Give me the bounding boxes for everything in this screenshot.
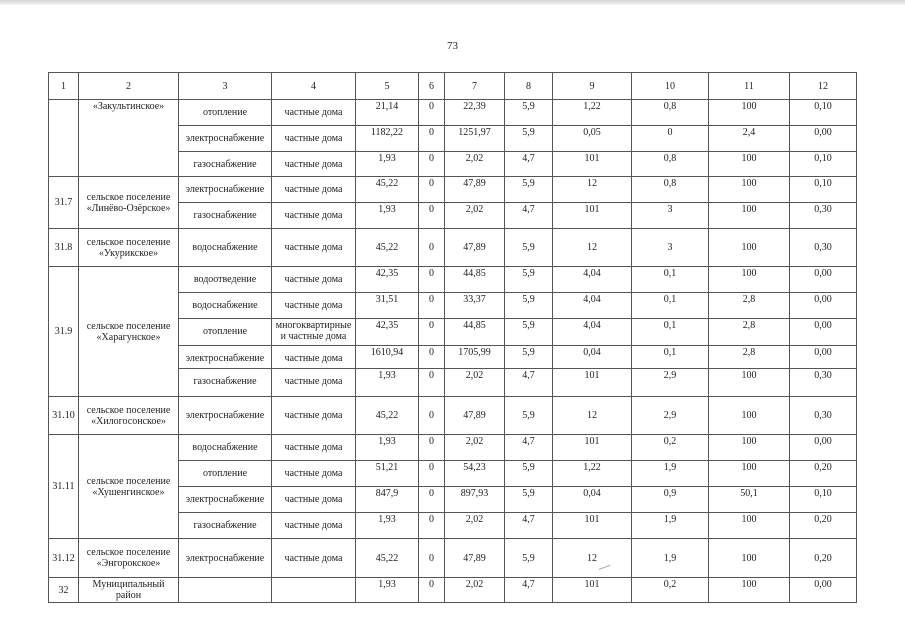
row-number: 31.10: [49, 397, 79, 435]
value-cell: 0,04: [553, 487, 632, 513]
value-cell: 100: [709, 461, 790, 487]
housing-type: многоквартирные и частные дома: [272, 319, 356, 346]
value-cell: 2,02: [445, 578, 505, 603]
column-header: 3: [179, 73, 272, 100]
housing-type: частные дома: [272, 346, 356, 369]
settlement-name: сельское поселение «Хушенгинское»: [79, 435, 179, 539]
settlement-name: сельское поселение «Укурикское»: [79, 229, 179, 267]
value-cell: 0,8: [632, 100, 709, 126]
value-cell: 1,93: [356, 578, 419, 603]
value-cell: 0: [419, 293, 445, 319]
value-cell: 5,9: [505, 267, 553, 293]
value-cell: 1,22: [553, 100, 632, 126]
value-cell: 5,9: [505, 177, 553, 203]
value-cell: 4,04: [553, 267, 632, 293]
housing-type: частные дома: [272, 100, 356, 126]
housing-type: частные дома: [272, 152, 356, 177]
service-type: водоотведение: [179, 267, 272, 293]
value-cell: 45,22: [356, 539, 419, 578]
housing-type: частные дома: [272, 487, 356, 513]
value-cell: 101: [553, 513, 632, 539]
value-cell: 0,00: [790, 346, 857, 369]
value-cell: 2,02: [445, 203, 505, 229]
settlement-name: сельское поселение «Харагунское»: [79, 267, 179, 397]
value-cell: 1705,99: [445, 346, 505, 369]
housing-type: частные дома: [272, 229, 356, 267]
value-cell: 0: [632, 126, 709, 152]
value-cell: 1,93: [356, 435, 419, 461]
value-cell: 0: [419, 100, 445, 126]
value-cell: 45,22: [356, 397, 419, 435]
value-cell: 0: [419, 229, 445, 267]
value-cell: 12: [553, 539, 632, 578]
value-cell: 1182,22: [356, 126, 419, 152]
settlement-name: сельское поселение «Энгорокское»: [79, 539, 179, 578]
value-cell: 0,00: [790, 578, 857, 603]
row-number: [49, 100, 79, 177]
value-cell: 0,00: [790, 435, 857, 461]
value-cell: 0,30: [790, 369, 857, 397]
value-cell: 1251,97: [445, 126, 505, 152]
column-header: 12: [790, 73, 857, 100]
value-cell: 0: [419, 369, 445, 397]
value-cell: 100: [709, 267, 790, 293]
value-cell: 100: [709, 513, 790, 539]
value-cell: 4,04: [553, 293, 632, 319]
value-cell: 0: [419, 126, 445, 152]
value-cell: 47,89: [445, 397, 505, 435]
value-cell: 4,7: [505, 203, 553, 229]
service-type: отопление: [179, 319, 272, 346]
value-cell: 44,85: [445, 267, 505, 293]
value-cell: 0,10: [790, 487, 857, 513]
value-cell: 4,7: [505, 513, 553, 539]
value-cell: 101: [553, 369, 632, 397]
value-cell: 45,22: [356, 177, 419, 203]
value-cell: 1,9: [632, 539, 709, 578]
header-row: [49, 73, 857, 100]
housing-type: частные дома: [272, 203, 356, 229]
service-type: электроснабжение: [179, 487, 272, 513]
table-row: [49, 229, 857, 267]
value-cell: 2,02: [445, 152, 505, 177]
column-header: 5: [356, 73, 419, 100]
value-cell: 47,89: [445, 177, 505, 203]
table-row: [49, 177, 857, 203]
value-cell: 101: [553, 203, 632, 229]
value-cell: 51,21: [356, 461, 419, 487]
value-cell: 0,2: [632, 435, 709, 461]
value-cell: 2,02: [445, 435, 505, 461]
column-header: 11: [709, 73, 790, 100]
value-cell: 101: [553, 435, 632, 461]
value-cell: 31,51: [356, 293, 419, 319]
column-header: 2: [79, 73, 179, 100]
service-type: отопление: [179, 100, 272, 126]
service-type: водоснабжение: [179, 229, 272, 267]
value-cell: 4,7: [505, 369, 553, 397]
value-cell: 5,9: [505, 539, 553, 578]
settlement-name: Муниципальный район: [79, 578, 179, 603]
value-cell: 0: [419, 267, 445, 293]
value-cell: 0: [419, 539, 445, 578]
service-type: газоснабжение: [179, 513, 272, 539]
value-cell: 100: [709, 435, 790, 461]
value-cell: 100: [709, 397, 790, 435]
service-type: газоснабжение: [179, 369, 272, 397]
value-cell: 4,7: [505, 435, 553, 461]
settlement-name: «Закультинское»: [79, 100, 179, 177]
value-cell: 44,85: [445, 319, 505, 346]
value-cell: 100: [709, 578, 790, 603]
housing-type: частные дома: [272, 539, 356, 578]
value-cell: 45,22: [356, 229, 419, 267]
value-cell: 1,93: [356, 513, 419, 539]
value-cell: 0,1: [632, 267, 709, 293]
row-number: 31.9: [49, 267, 79, 397]
value-cell: 3: [632, 229, 709, 267]
value-cell: 1,93: [356, 203, 419, 229]
housing-type: частные дома: [272, 397, 356, 435]
column-header: 6: [419, 73, 445, 100]
column-header: 9: [553, 73, 632, 100]
value-cell: 101: [553, 152, 632, 177]
table-row: [49, 100, 857, 126]
value-cell: 0: [419, 203, 445, 229]
value-cell: 100: [709, 203, 790, 229]
value-cell: 0: [419, 397, 445, 435]
value-cell: 33,37: [445, 293, 505, 319]
value-cell: 0,20: [790, 513, 857, 539]
value-cell: 1610,94: [356, 346, 419, 369]
settlement-name: сельское поселение «Линёво-Озёрское»: [79, 177, 179, 229]
value-cell: 3: [632, 203, 709, 229]
service-type: газоснабжение: [179, 203, 272, 229]
value-cell: 2,8: [709, 319, 790, 346]
value-cell: 0,30: [790, 203, 857, 229]
value-cell: 0: [419, 319, 445, 346]
value-cell: 2,9: [632, 369, 709, 397]
value-cell: 12: [553, 229, 632, 267]
value-cell: 0,10: [790, 100, 857, 126]
value-cell: 0,00: [790, 267, 857, 293]
service-type: водоснабжение: [179, 435, 272, 461]
value-cell: 47,89: [445, 539, 505, 578]
value-cell: 2,4: [709, 126, 790, 152]
table-row: [49, 267, 857, 293]
column-header: 1: [49, 73, 79, 100]
service-type: отопление: [179, 461, 272, 487]
table-row: [49, 578, 857, 603]
value-cell: 0,20: [790, 461, 857, 487]
housing-type: частные дома: [272, 369, 356, 397]
value-cell: 0,1: [632, 319, 709, 346]
housing-type: частные дома: [272, 461, 356, 487]
service-type: [179, 578, 272, 603]
row-number: 31.8: [49, 229, 79, 267]
value-cell: 0,05: [553, 126, 632, 152]
service-type: электроснабжение: [179, 539, 272, 578]
value-cell: 0: [419, 461, 445, 487]
value-cell: 12: [553, 397, 632, 435]
value-cell: 22,39: [445, 100, 505, 126]
value-cell: 4,7: [505, 152, 553, 177]
tariff-table: [48, 72, 857, 603]
value-cell: 0,1: [632, 293, 709, 319]
value-cell: 5,9: [505, 229, 553, 267]
value-cell: 1,9: [632, 461, 709, 487]
value-cell: 0: [419, 513, 445, 539]
value-cell: 2,02: [445, 369, 505, 397]
row-number: 31.11: [49, 435, 79, 539]
value-cell: 0,04: [553, 346, 632, 369]
value-cell: 0,00: [790, 126, 857, 152]
value-cell: 5,9: [505, 397, 553, 435]
table-row: [49, 435, 857, 461]
value-cell: 2,02: [445, 513, 505, 539]
value-cell: 0,9: [632, 487, 709, 513]
housing-type: [272, 578, 356, 603]
value-cell: 0,30: [790, 229, 857, 267]
value-cell: 0: [419, 578, 445, 603]
value-cell: 100: [709, 177, 790, 203]
column-header: 7: [445, 73, 505, 100]
column-header: 4: [272, 73, 356, 100]
value-cell: 5,9: [505, 126, 553, 152]
value-cell: 42,35: [356, 267, 419, 293]
housing-type: частные дома: [272, 513, 356, 539]
value-cell: 54,23: [445, 461, 505, 487]
value-cell: 100: [709, 369, 790, 397]
value-cell: 847,9: [356, 487, 419, 513]
value-cell: 12: [553, 177, 632, 203]
value-cell: 1,9: [632, 513, 709, 539]
service-type: электроснабжение: [179, 126, 272, 152]
value-cell: 5,9: [505, 293, 553, 319]
row-number: 32: [49, 578, 79, 603]
value-cell: 0: [419, 435, 445, 461]
value-cell: 0,10: [790, 177, 857, 203]
value-cell: 1,93: [356, 152, 419, 177]
value-cell: 42,35: [356, 319, 419, 346]
value-cell: 5,9: [505, 346, 553, 369]
value-cell: 0,00: [790, 319, 857, 346]
value-cell: 0: [419, 346, 445, 369]
table-row: [49, 397, 857, 435]
value-cell: 5,9: [505, 461, 553, 487]
value-cell: 5,9: [505, 487, 553, 513]
value-cell: 2,9: [632, 397, 709, 435]
column-header: 8: [505, 73, 553, 100]
value-cell: 100: [709, 229, 790, 267]
value-cell: 0,20: [790, 539, 857, 578]
housing-type: частные дома: [272, 293, 356, 319]
value-cell: 100: [709, 539, 790, 578]
value-cell: 47,89: [445, 229, 505, 267]
service-type: электроснабжение: [179, 397, 272, 435]
value-cell: 100: [709, 152, 790, 177]
value-cell: 0,10: [790, 152, 857, 177]
service-type: газоснабжение: [179, 152, 272, 177]
page-top-edge: [0, 0, 905, 5]
value-cell: 101: [553, 578, 632, 603]
settlement-name: сельское поселение «Хилогосонское»: [79, 397, 179, 435]
value-cell: 5,9: [505, 100, 553, 126]
service-type: электроснабжение: [179, 346, 272, 369]
value-cell: 0: [419, 487, 445, 513]
value-cell: 2,8: [709, 346, 790, 369]
value-cell: 5,9: [505, 319, 553, 346]
value-cell: 1,22: [553, 461, 632, 487]
row-number: 31.7: [49, 177, 79, 229]
value-cell: 50,1: [709, 487, 790, 513]
value-cell: 21,14: [356, 100, 419, 126]
value-cell: 0,30: [790, 397, 857, 435]
value-cell: 100: [709, 100, 790, 126]
service-type: водоснабжение: [179, 293, 272, 319]
value-cell: 0,2: [632, 578, 709, 603]
column-header: 10: [632, 73, 709, 100]
housing-type: частные дома: [272, 126, 356, 152]
value-cell: 0: [419, 152, 445, 177]
value-cell: 1,93: [356, 369, 419, 397]
value-cell: 0,00: [790, 293, 857, 319]
table-row: [49, 539, 857, 578]
row-number: 31.12: [49, 539, 79, 578]
value-cell: 897,93: [445, 487, 505, 513]
housing-type: частные дома: [272, 267, 356, 293]
housing-type: частные дома: [272, 435, 356, 461]
value-cell: 0,8: [632, 152, 709, 177]
value-cell: 0,8: [632, 177, 709, 203]
value-cell: 4,04: [553, 319, 632, 346]
page-number: 73: [447, 40, 458, 52]
value-cell: 4,7: [505, 578, 553, 603]
value-cell: 2,8: [709, 293, 790, 319]
service-type: электроснабжение: [179, 177, 272, 203]
value-cell: 0: [419, 177, 445, 203]
value-cell: 0,1: [632, 346, 709, 369]
housing-type: частные дома: [272, 177, 356, 203]
